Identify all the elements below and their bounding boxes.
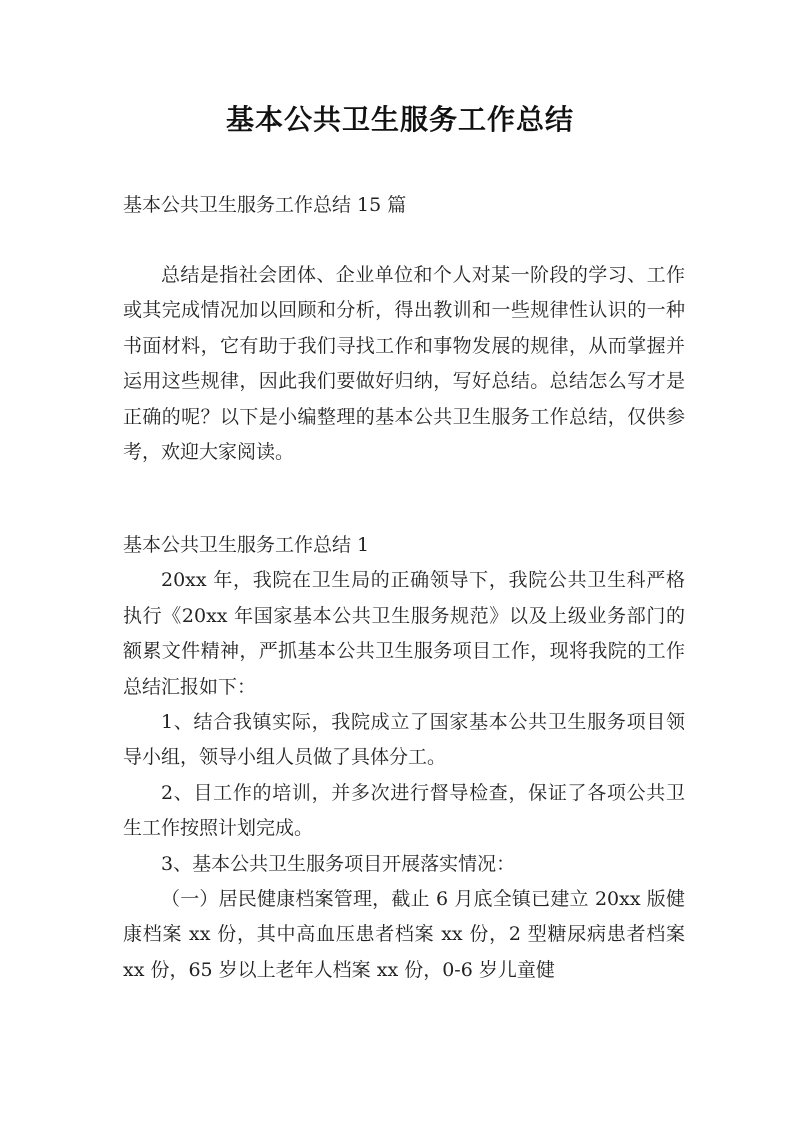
document-title: 基本公共卫生服务工作总结 — [225, 103, 574, 136]
intro-block — [123, 258, 685, 470]
paragraph: 20xx 年，我院在卫生局的正确领导下，我院公共卫生科严格执行《20xx 年国家基本公共卫生服务规范》以及上级业务部门的额累文件精神，严抓基本公共卫生服务项目工作，现将我院的工作总结汇报如下： — [123, 569, 685, 698]
document-subtitle: 基本公共卫生服务工作总结 15 篇 — [123, 194, 407, 216]
section-heading: 基本公共卫生服务工作总结 1 — [123, 534, 370, 556]
paragraph: （一）居民健康档案管理，截止 6 月底全镇已建立 20xx 版健康档案 xx 份，其中高血压患者档案 xx 份，2 型糖尿病患者档案 xx 份，65 岁以上老年人档案 xx 份，0-6 岁儿童健 — [123, 888, 685, 981]
section-1 — [123, 528, 685, 988]
paragraph: 1、结合我镇实际，我院成立了国家基本公共卫生服务项目领导小组，领导小组人员做了具体分工。 — [123, 711, 685, 769]
paragraph: 2、目工作的培训，并多次进行督导检查，保证了各项公共卫生工作按照计划完成。 — [123, 781, 685, 840]
paragraph: 3、基本公共卫生服务项目开展落实情况： — [161, 852, 516, 875]
intro-paragraph: 总结是指社会团体、企业单位和个人对某一阶段的学习、工作或其完成情况加以回顾和分析，得出教训和一些规律性认识的一种书面材料，它有助于我们寻找工作和事物发展的规律，从而掌握并运用这些规律，因此我们要做好归纳，写好总结。总结怎么写才是正确的呢？以下是小编整理的基本公共卫生服务工作总结，仅供参考，欢迎大家阅读。 — [123, 264, 685, 464]
